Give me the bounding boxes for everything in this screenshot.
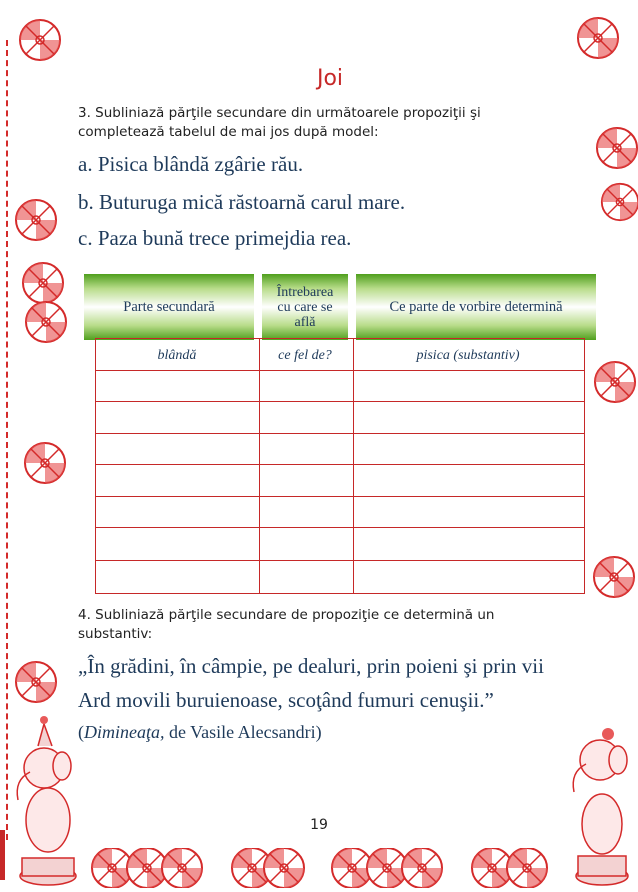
table-header-label: Ce parte de vorbire determină bbox=[389, 298, 563, 315]
beach-ball-icon bbox=[14, 660, 58, 704]
exercise-4-heading-line2: substantiv: bbox=[78, 626, 153, 642]
beach-ball-icon bbox=[14, 198, 58, 242]
table-header-label: află bbox=[294, 314, 316, 330]
beach-ball-icon bbox=[568, 8, 628, 68]
table-divider bbox=[96, 496, 584, 497]
beach-ball-icon bbox=[22, 440, 68, 486]
page-number: 19 bbox=[310, 817, 328, 833]
model-cell-secondary-part: blândă bbox=[157, 348, 197, 363]
sentence-c: c. Paza bună trece primejdia rea. bbox=[78, 226, 352, 250]
table-divider bbox=[353, 339, 354, 593]
beach-ball-icon bbox=[160, 848, 204, 888]
exercise-4-heading-line1: 4. Subliniază părţile secundare de propoziţie ce determină un bbox=[78, 607, 495, 623]
model-cell-question: ce fel de? bbox=[278, 348, 332, 363]
table-divider bbox=[96, 527, 584, 528]
table-header-secondary-part bbox=[84, 274, 254, 340]
source-title: Dimineaţa, bbox=[84, 722, 165, 742]
beach-ball-icon bbox=[590, 548, 638, 606]
table-divider bbox=[96, 433, 584, 434]
beach-ball-icon bbox=[600, 180, 638, 224]
exercise-3-heading-line2: completează tabelul de mai jos după model: bbox=[78, 124, 379, 140]
table-divider bbox=[96, 370, 584, 371]
source-paren: ( bbox=[78, 722, 84, 742]
elephant-icon bbox=[560, 720, 638, 888]
table-header-label: Întrebarea bbox=[276, 284, 334, 300]
model-cell-part-of-speech: pisica (substantiv) bbox=[416, 348, 520, 363]
beach-ball-icon bbox=[10, 10, 70, 70]
elephant-icon bbox=[8, 700, 88, 888]
poem-line-2: Ard movili buruienoase, scoţând fumuri cenuşii.” bbox=[78, 688, 494, 712]
beach-ball-icon bbox=[505, 848, 549, 888]
poem-line-1: „În grădini, în câmpie, pe dealuri, prin poieni şi prin vii bbox=[78, 654, 544, 678]
beach-ball-icon bbox=[400, 848, 444, 888]
table-divider bbox=[96, 464, 584, 465]
table-header-label: cu care se bbox=[277, 299, 333, 315]
beach-ball-icon bbox=[262, 848, 306, 888]
source-author: de Vasile Alecsandri) bbox=[164, 722, 322, 742]
left-red-strip bbox=[0, 830, 5, 880]
table-header-part-of-speech bbox=[356, 274, 596, 340]
poem-source bbox=[78, 722, 322, 743]
table-header-label: Parte secundară bbox=[123, 298, 215, 315]
beach-ball-icon bbox=[592, 355, 638, 409]
answer-table bbox=[95, 338, 585, 594]
sentence-b: b. Buturuga mică răstoarnă carul mare. bbox=[78, 190, 406, 214]
day-title: Joi bbox=[316, 66, 344, 91]
beach-ball-icon bbox=[24, 300, 68, 344]
beach-ball-icon bbox=[595, 120, 638, 176]
table-divider bbox=[259, 339, 260, 593]
exercise-3-heading-line1: 3. Subliniază părţile secundare din următoarele propoziţii şi bbox=[78, 105, 481, 121]
table-divider bbox=[96, 560, 584, 561]
table-header-question bbox=[262, 274, 348, 340]
sentence-a: a. Pisica blândă zgârie rău. bbox=[78, 152, 304, 176]
table-divider bbox=[96, 401, 584, 402]
